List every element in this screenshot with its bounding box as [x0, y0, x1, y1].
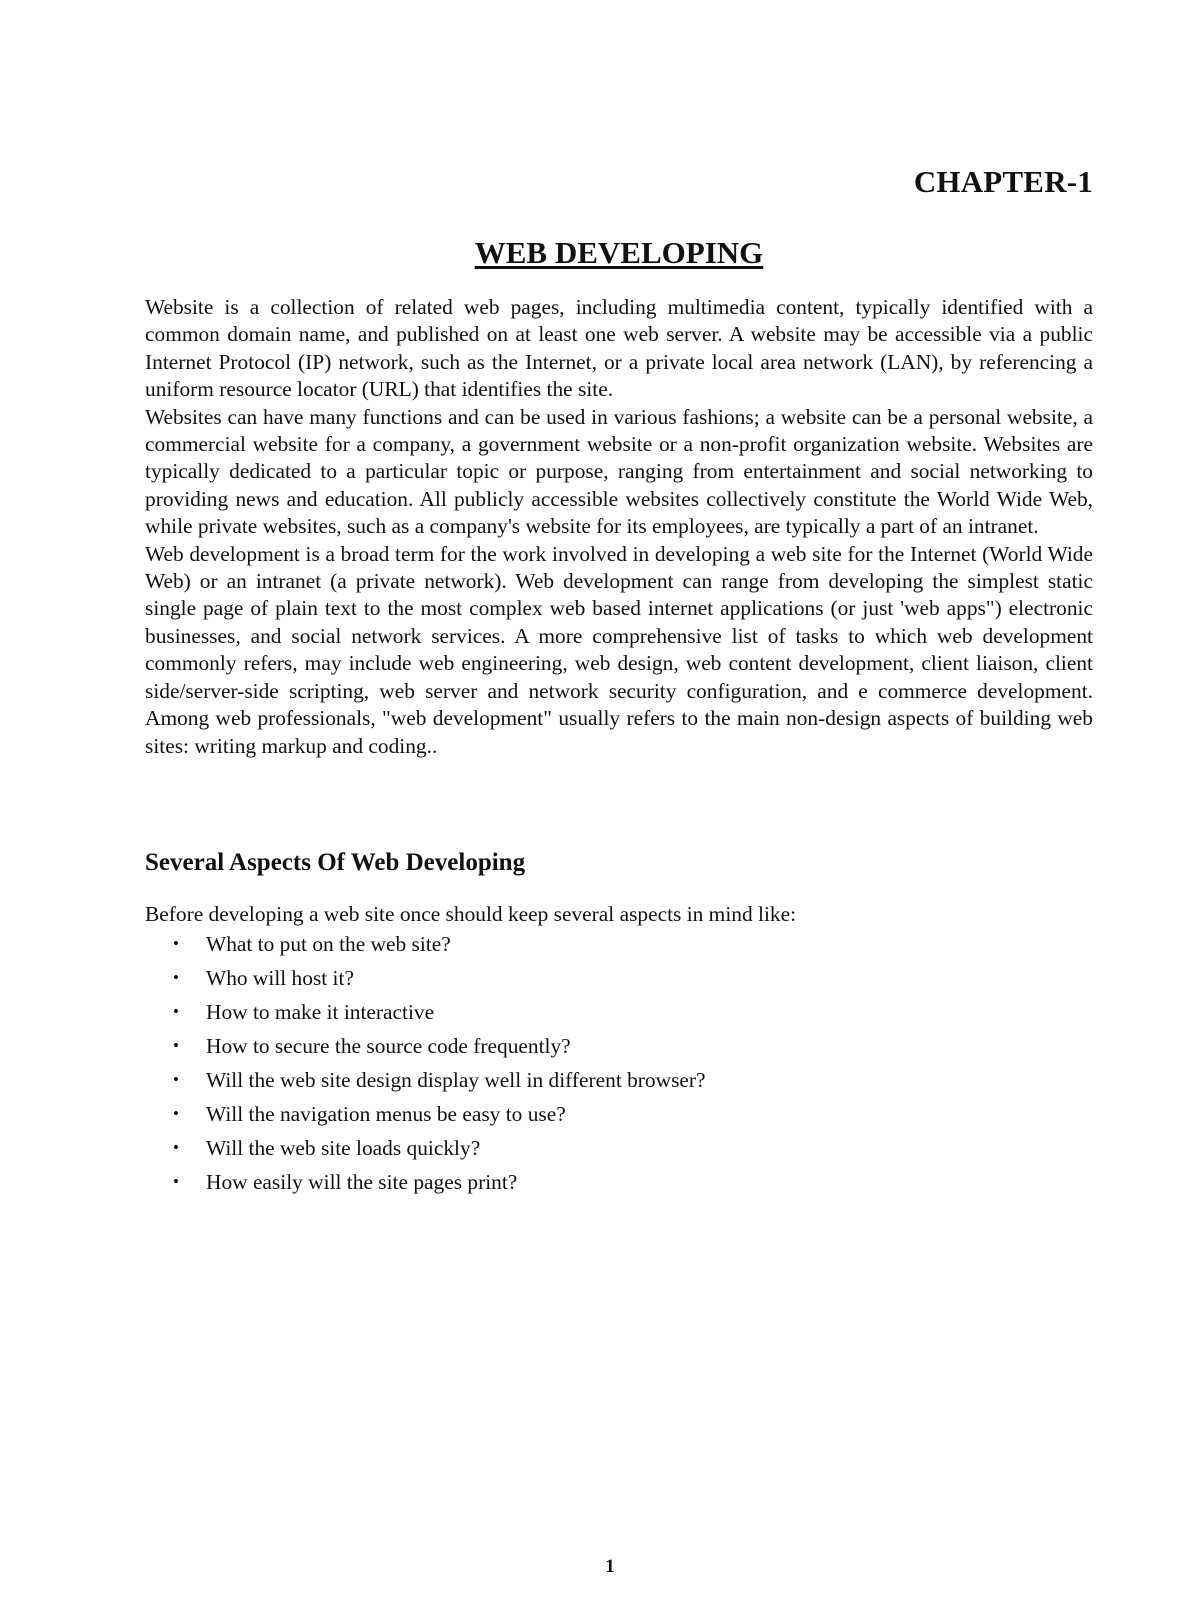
body-text [145, 294, 1093, 760]
bullet-icon: • [173, 968, 179, 987]
list-item [145, 964, 706, 998]
bullet-icon: • [173, 1036, 179, 1055]
list-item [145, 1066, 706, 1100]
list-item-text: How to secure the source code frequently? [206, 1034, 571, 1058]
list-item [145, 930, 706, 964]
bullet-icon: • [173, 1172, 179, 1191]
paragraph: Website is a collection of related web pages, including multimedia content, typically identified with a common domain name, and published on at least one web server. A website may be accessible via a public Internet Protocol (IP) network, such as the Internet, or a private local area network (LAN), by referencing a uniform resource locator (URL) that identifies the site. [145, 295, 1093, 402]
list-item [145, 1100, 706, 1134]
list-item-text: Will the web site loads quickly? [206, 1136, 481, 1160]
list-item-text: How easily will the site pages print? [206, 1170, 518, 1194]
list-item [145, 1032, 706, 1066]
list-item-text: Will the navigation menus be easy to use? [206, 1102, 566, 1126]
page-number: 1 [605, 1556, 615, 1577]
bullet-icon: • [173, 1070, 179, 1089]
list-item-text: Who will host it? [206, 966, 354, 990]
paragraph: Websites can have many functions and can be used in various fashions; a website can be a personal website, a commercial website for a company, a government website or a non-profit organization website. Websites are typically dedicated to a particular topic or purpose, ranging from entertainment and social networking to providing news and education. All publicly accessible websites collectively constitute the World Wide Web, while private websites, such as a company's website for its employees, are typically a part of an intranet. [145, 404, 1093, 539]
list-item [145, 1134, 706, 1168]
aspects-list [145, 930, 706, 1202]
document-page [145, 0, 1093, 1597]
paragraph: Web development is a broad term for the work involved in developing a web site for the Internet (World Wide Web) or an intranet (a private network). Web development can range from developing the simplest static single page of plain text to the most complex web based internet applications (or just 'web apps") electronic businesses, and social network services. A more comprehensive list of tasks to which web development commonly refers, may include web engineering, web design, web content development, client liaison, client side/server-side scripting, web server and network security configuration, and e commerce development. Among web professionals, "web development" usually refers to the main non-design aspects of building web sites: writing markup and coding.. [145, 541, 1093, 758]
bullet-icon: • [173, 1002, 179, 1021]
list-item-text: How to make it interactive [206, 1000, 435, 1024]
list-item [145, 998, 706, 1032]
list-item-text: What to put on the web site? [206, 932, 451, 956]
list-item-text: Will the web site design display well in different browser? [206, 1068, 706, 1092]
bullet-icon: • [173, 1138, 179, 1157]
page-title: WEB DEVELOPING [474, 235, 764, 270]
section-intro: Before developing a web site once should keep several aspects in mind like: [145, 902, 797, 926]
bullet-icon: • [173, 1104, 179, 1123]
bullet-icon: • [173, 934, 179, 953]
list-item [145, 1168, 706, 1202]
chapter-label: CHAPTER-1 [913, 164, 1093, 199]
section-heading: Several Aspects Of Web Developing [145, 849, 526, 876]
